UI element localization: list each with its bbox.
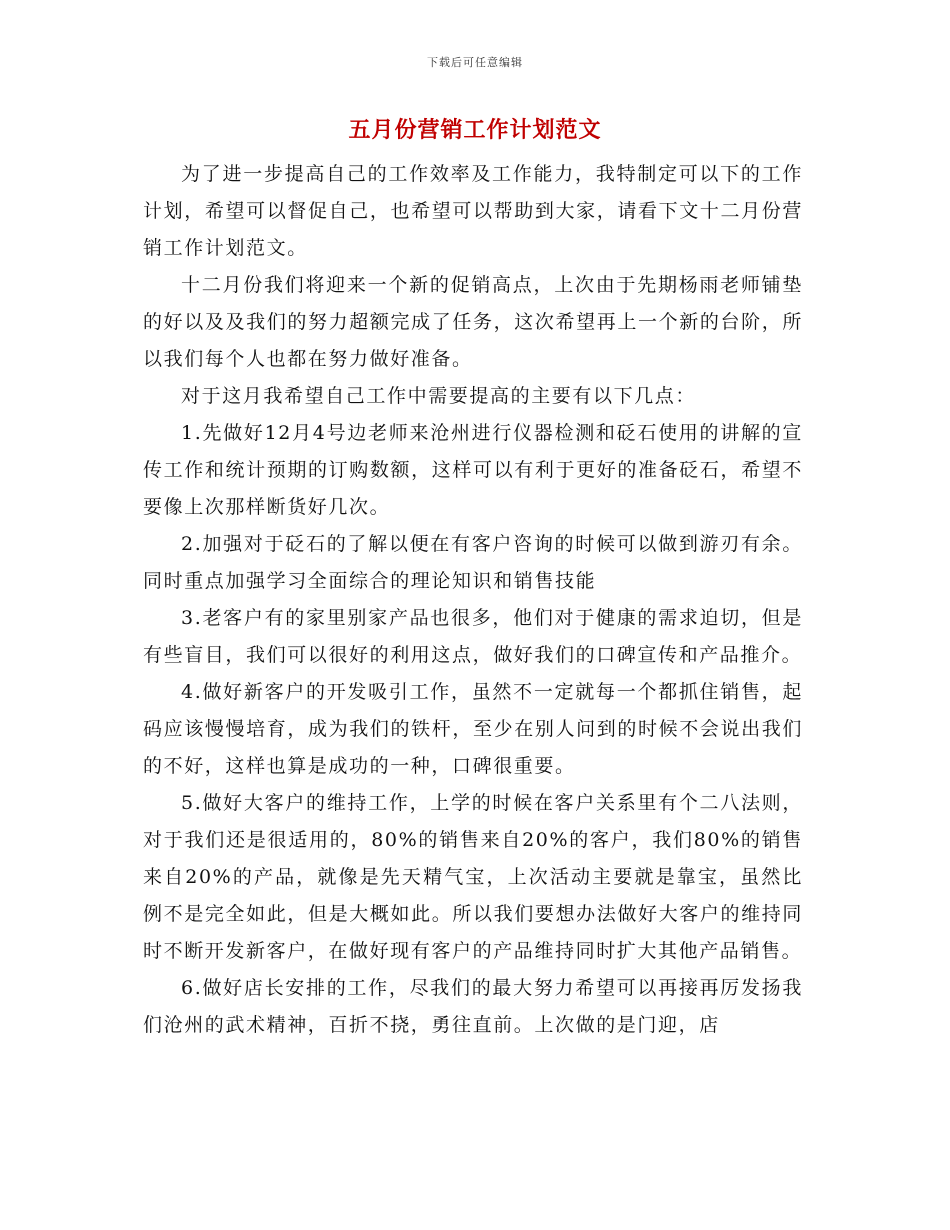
paragraph-point-5: 5.做好大客户的维持工作，上学的时候在客户关系里有个二八法则，对于我们还是很适用的，80%的销售来自20%的客户，我们80%的销售来自20%的产品，就像是先天精气宝，上次活动主要就是靠宝，虽然比例不是完全如此，但是大概如此。所以我们要想办法做好大客户的维持同时不断开发新客户，在做好现有客户的产品维持同时扩大其他产品销售。 <box>143 792 803 962</box>
paragraph-point-4: 4.做好新客户的开发吸引工作，虽然不一定就每一个都抓住销售，起码应该慢慢培育，成为我们的铁杆，至少在别人问到的时候不会说出我们的不好，这样也算是成功的一种，口碑很重要。 <box>143 681 803 777</box>
document-title: 五月份营销工作计划范文 <box>348 117 602 143</box>
paragraph-point-2: 2.加强对于砭石的了解以便在有客户咨询的时候可以做到游刃有余。同时重点加强学习全面综合的理论知识和销售技能 <box>143 533 803 592</box>
header-note: 下载后可任意编辑 <box>427 56 523 69</box>
paragraph-background: 十二月份我们将迎来一个新的促销高点，上次由于先期杨雨老师铺垫的好以及及我们的努力超额完成了任务，这次希望再上一个新的台阶，所以我们每个人也都在努力做好准备。 <box>143 274 803 370</box>
paragraph-point-6: 6.做好店长安排的工作，尽我们的最大努力希望可以再接再厉发扬我们沧州的武术精神，百折不挠，勇往直前。上次做的是门迎，店 <box>143 977 803 1036</box>
paragraph-point-3: 3.老客户有的家里别家产品也很多，他们对于健康的需求迫切，但是有些盲目，我们可以很好的利用这点，做好我们的口碑宣传和产品推介。 <box>143 607 803 666</box>
paragraph-point-1: 1.先做好12月4号边老师来沧州进行仪器检测和砭石使用的讲解的宣传工作和统计预期的订购数额，这样可以有利于更好的准备砭石，希望不要像上次那样断货好几次。 <box>143 422 803 518</box>
paragraph-intro: 为了进一步提高自己的工作效率及工作能力，我特制定可以下的工作计划，希望可以督促自己，也希望可以帮助到大家，请看下文十二月份营销工作计划范文。 <box>143 163 803 259</box>
document-body <box>143 156 803 1044</box>
paragraph-points-intro: 对于这月我希望自己工作中需要提高的主要有以下几点： <box>181 385 697 407</box>
